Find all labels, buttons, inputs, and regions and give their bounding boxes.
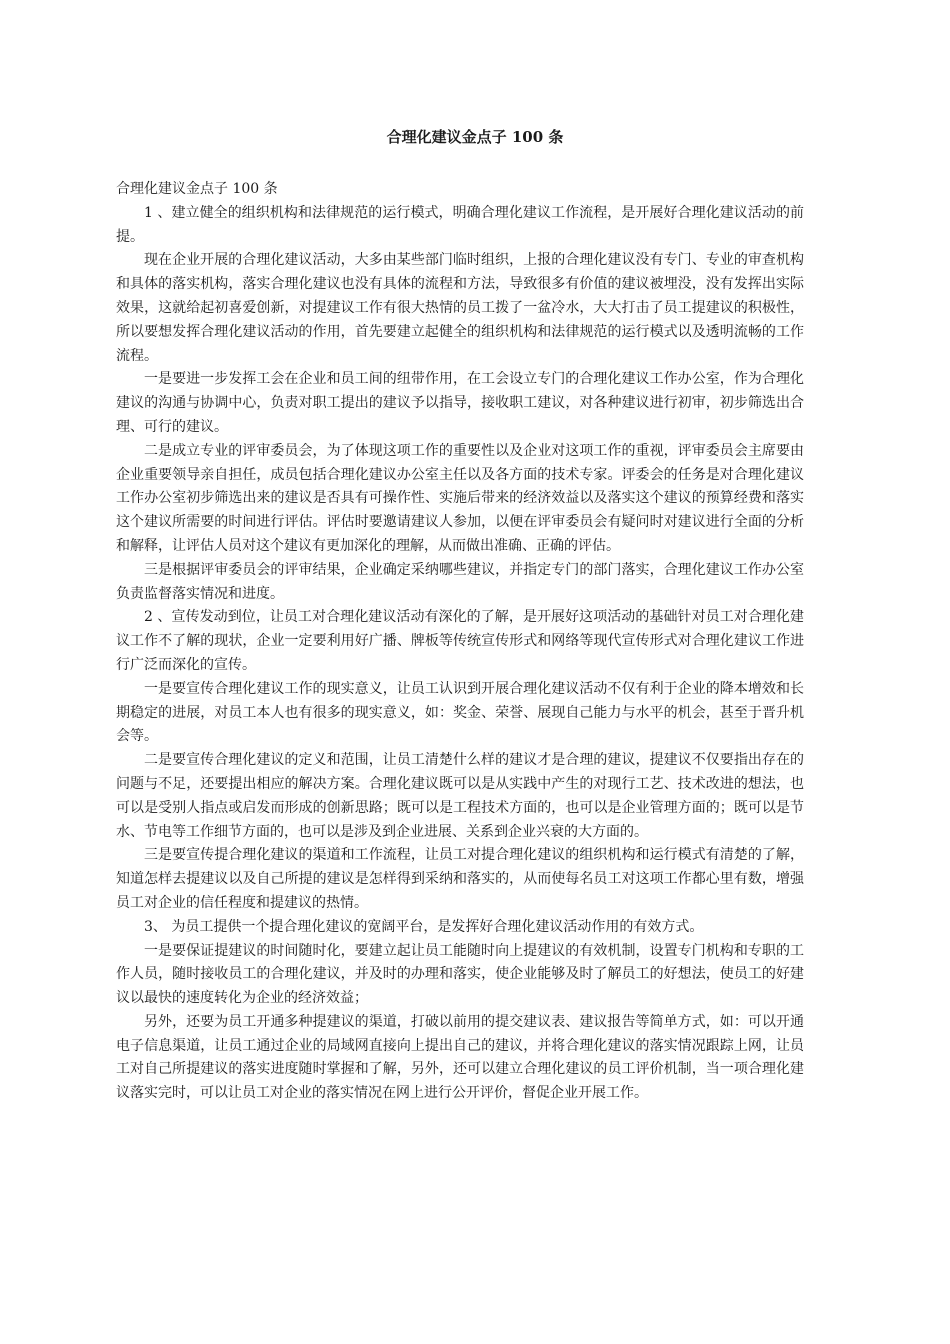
paragraph: 1 、建立健全的组织机构和法律规范的运行模式，明确合理化建议工作流程，是开展好合理化建议活动的前提。 — [116, 204, 804, 245]
document-body — [116, 178, 804, 1106]
paragraph: 合理化建议金点子 100 条 — [116, 181, 278, 197]
document-title: 合理化建议金点子 100 条 — [386, 128, 564, 146]
paragraph: 现在企业开展的合理化建议活动，大多由某些部门临时组织，上报的合理化建议没有专门、专业的审查机构和具体的落实机构，落实合理化建议也没有具体的流程和方法，导致很多有价值的建议被埋没，没有发挥出实际效果，这就给起初喜爱创新，对提建议工作有很大热情的员工拨了一盆冷水，大大打击了员工提建议的积极性，所以要想发挥合理化建议活动的作用，首先要建立起健全的组织机构和法律规范的运行模式以及透明流畅的工作流程。 — [116, 252, 804, 364]
paragraph: 2 、宣传发动到位，让员工对合理化建议活动有深化的了解，是开展好这项活动的基础针对员工对合理化建议工作不了解的现状，企业一定要利用好广播、牌板等传统宣传形式和网络等现代宣传形式对合理化建议工作进行广泛而深化的宣传。 — [116, 609, 804, 673]
paragraph: 一是要宣传合理化建议工作的现实意义，让员工认识到开展合理化建议活动不仅有利于企业的降本增效和长期稳定的进展，对员工本人也有很多的现实意义，如：奖金、荣誉、展现自己能力与水平的机会，甚至于晋升机会等。 — [116, 680, 804, 745]
paragraph: 一是要进一步发挥工会在企业和员工间的纽带作用，在工会设立专门的合理化建议工作办公室，作为合理化建议的沟通与协调中心，负责对职工提出的建议予以指导，接收职工建议，对各种建议进行初审，初步筛选出合理、可行的建议。 — [116, 371, 804, 435]
paragraph: 二是成立专业的评审委员会，为了体现这项工作的重要性以及企业对这项工作的重视，评审委员会主席要由企业重要领导亲自担任，成员包括合理化建议办公室主任以及各方面的技术专家。评委会的任务是对合理化建议工作办公室初步筛选出来的建议是否具有可操作性、实施后带来的经济效益以及落实这个建议的预算经费和落实这个建议所需要的时间进行评估。评估时要邀请建议人参加，以便在评审委员会有疑问时对建议进行全面的分析和解释，让评估人员对这个建议有更加深化的理解，从而做出准确、正确的评估。 — [116, 442, 804, 554]
paragraph: 3、 为员工提供一个提合理化建议的宽阔平台，是发挥好合理化建议活动作用的有效方式。 — [144, 918, 704, 935]
paragraph: 三是根据评审委员会的评审结果，企业确定采纳哪些建议，并指定专门的部门落实，合理化建议工作办公室负责监督落实情况和进度。 — [116, 561, 804, 602]
paragraph: 二是要宣传合理化建议的定义和范围，让员工清楚什么样的建议才是合理的建议，提建议不仅要指出存在的问题与不足，还要提出相应的解决方案。合理化建议既可以是从实践中产生的对现行工艺、技术改进的想法，也可以是受别人指点或启发而形成的创新思路；既可以是工程技术方面的，也可以是企业管理方面的；既可以是节水、节电等工作细节方面的，也可以是涉及到企业进展、关系到企业兴衰的大方面的。 — [116, 752, 804, 840]
paragraph: 另外，还要为员工开通多种提建议的渠道，打破以前用的提交建议表、建议报告等简单方式，如：可以开通电子信息渠道，让员工通过企业的局域网直接向上提出自己的建议，并将合理化建议的落实情况跟踪上网，让员工对自己所提建议的落实进度随时掌握和了解，另外，还可以建立合理化建议的员工评价机制，当一项合理化建议落实完时，可以让员工对企业的落实情况在网上进行公开评价，督促企业开展工作。 — [116, 1013, 804, 1102]
paragraph: 一是要保证提建议的时间随时化，要建立起让员工能随时向上提建议的有效机制，设置专门机构和专职的工作人员，随时接收员工的合理化建议，并及时的办理和落实，使企业能够及时了解员工的好想法，使员工的好建议以最快的速度转化为企业的经济效益； — [116, 942, 804, 1007]
paragraph: 三是要宣传提合理化建议的渠道和工作流程，让员工对提合理化建议的组织机构和运行模式有清楚的了解，知道怎样去提建议以及自己所提的建议是怎样得到采纳和落实的，从而使每名员工对这项工作都心里有数，增强员工对企业的信任程度和提建议的热情。 — [116, 847, 804, 911]
